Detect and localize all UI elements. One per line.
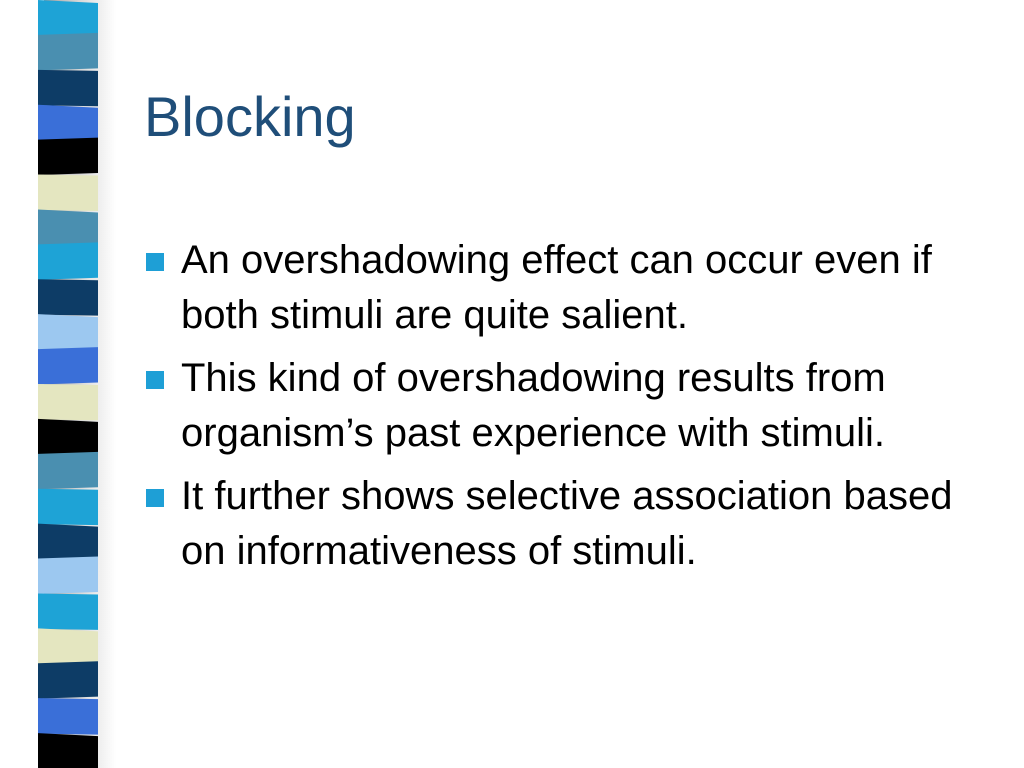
strip-segment	[38, 733, 98, 768]
strip-segment	[38, 419, 98, 457]
strip-segment	[38, 593, 98, 629]
strip-segment	[38, 557, 98, 594]
bullet-item	[146, 351, 996, 461]
slide-title: Blocking	[144, 85, 356, 148]
strip-segment	[38, 175, 98, 211]
strip-segment	[38, 489, 98, 525]
strip-segment	[38, 698, 98, 734]
bullet-text: An overshadowing effect can occur even if both stimuli are quite salient.	[181, 238, 932, 337]
bullet-list	[146, 233, 996, 587]
bullet-text: It further shows selective association based on informativeness of stimuli.	[181, 474, 953, 573]
square-bullet-icon	[146, 371, 164, 389]
strip-segment	[38, 242, 98, 279]
decorative-striped-bar	[38, 0, 98, 768]
strip-segment	[38, 70, 98, 106]
bullet-item	[146, 469, 996, 579]
strip-segment	[38, 314, 98, 352]
bullet-item	[146, 233, 996, 343]
strip-segment	[38, 33, 98, 70]
square-bullet-icon	[146, 253, 164, 271]
strip-segment	[38, 138, 98, 175]
square-bullet-icon	[146, 489, 164, 507]
strip-segment	[38, 384, 98, 420]
strip-segment	[38, 279, 98, 315]
strip-segment	[38, 524, 98, 562]
strip-segment	[38, 0, 98, 38]
strip-segment	[38, 452, 98, 489]
strip-segment	[38, 347, 98, 384]
bullet-text: This kind of overshadowing results from organism’s past experience with stimuli.	[181, 356, 886, 455]
strip-segment	[38, 661, 98, 698]
strip-segment	[38, 209, 98, 247]
strip-segment	[38, 105, 98, 143]
strip-segment	[38, 628, 98, 666]
